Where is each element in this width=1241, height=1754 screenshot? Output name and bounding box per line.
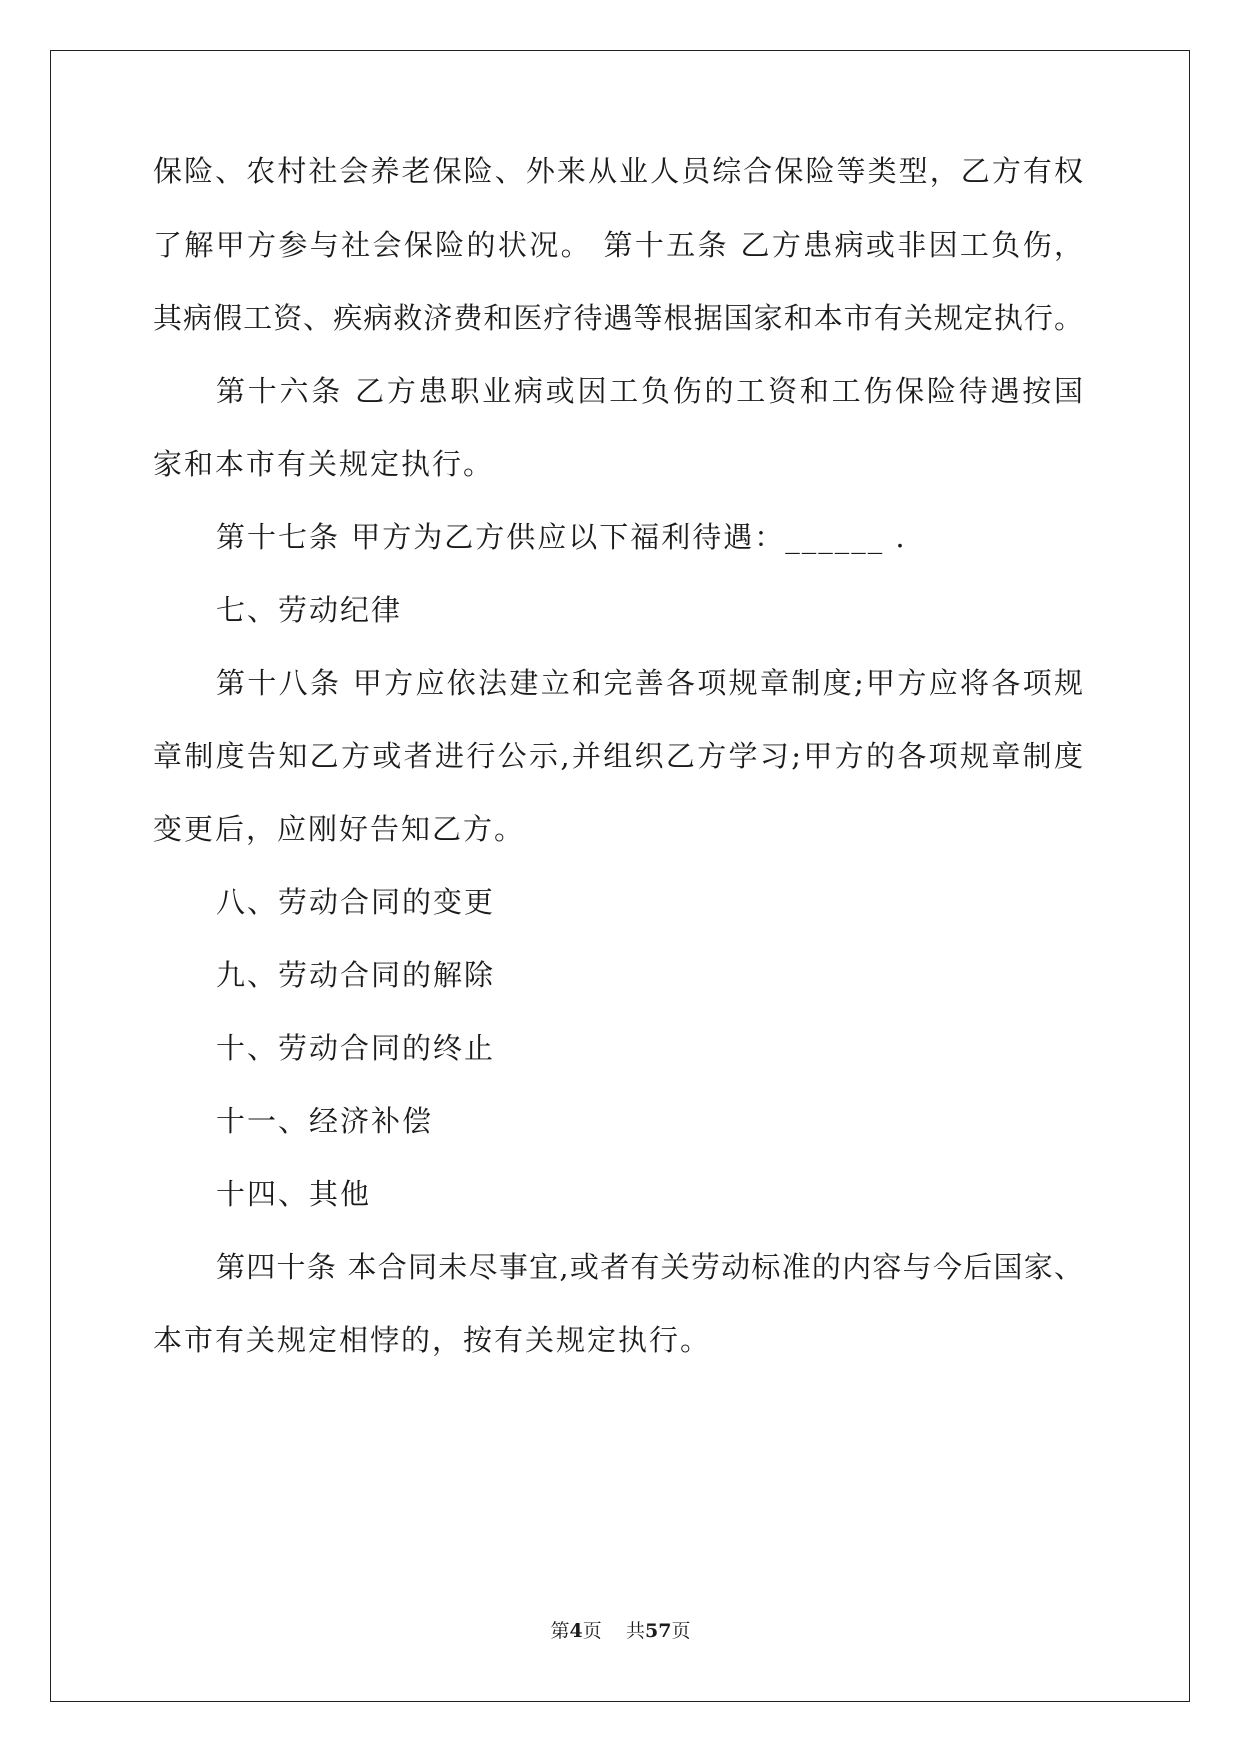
footer-total-prefix: 共 [625, 1620, 645, 1642]
body-line-3: 其病假工资、疾病救济费和医疗待遇等根据国家和本市有关规定执行。 [153, 301, 1083, 335]
section-heading-termination: 九、劳动合同的解除 [216, 958, 496, 992]
body-line-9: 章制度告知乙方或者进行公示,并组织乙方学习;甲方的各项规章制度 [153, 739, 1083, 773]
section-heading-discipline: 七、劳动纪律 [216, 593, 403, 627]
body-line-10: 变更后，应刚好告知乙方。 [153, 812, 526, 846]
body-line-2: 了解甲方参与社会保险的状况。 第十五条 乙方患病或非因工负伤， [153, 228, 1083, 262]
body-line-4: 第十六条 乙方患职业病或因工负伤的工资和工伤保险待遇按国 [216, 374, 1083, 408]
section-heading-change: 八、劳动合同的变更 [216, 885, 496, 919]
body-line-8: 第十八条 甲方应依法建立和完善各项规章制度;甲方应将各项规 [216, 666, 1083, 700]
section-heading-end: 十、劳动合同的终止 [216, 1031, 496, 1065]
body-line-17: 本市有关规定相悖的，按有关规定执行。 [153, 1323, 712, 1357]
section-heading-compensation: 十一、经济补偿 [216, 1104, 434, 1138]
section-heading-other: 十四、其他 [216, 1177, 372, 1211]
footer-page-prefix: 第 [550, 1620, 570, 1642]
footer-total-suffix: 页 [671, 1620, 691, 1642]
footer-page-suffix: 页 [582, 1620, 602, 1642]
footer-total-pages: 57 [644, 1620, 672, 1642]
body-line-6: 第十七条 甲方为乙方供应以下福利待遇：______ . [216, 520, 907, 554]
body-line-16: 第四十条 本合同未尽事宜,或者有关劳动标准的内容与今后国家、 [216, 1250, 1083, 1284]
footer-page-number: 4 [569, 1620, 583, 1642]
page-footer [0, 1619, 1241, 1643]
body-line-5: 家和本市有关规定执行。 [153, 447, 495, 481]
body-line-1: 保险、农村社会养老保险、外来从业人员综合保险等类型，乙方有权 [153, 154, 1083, 188]
